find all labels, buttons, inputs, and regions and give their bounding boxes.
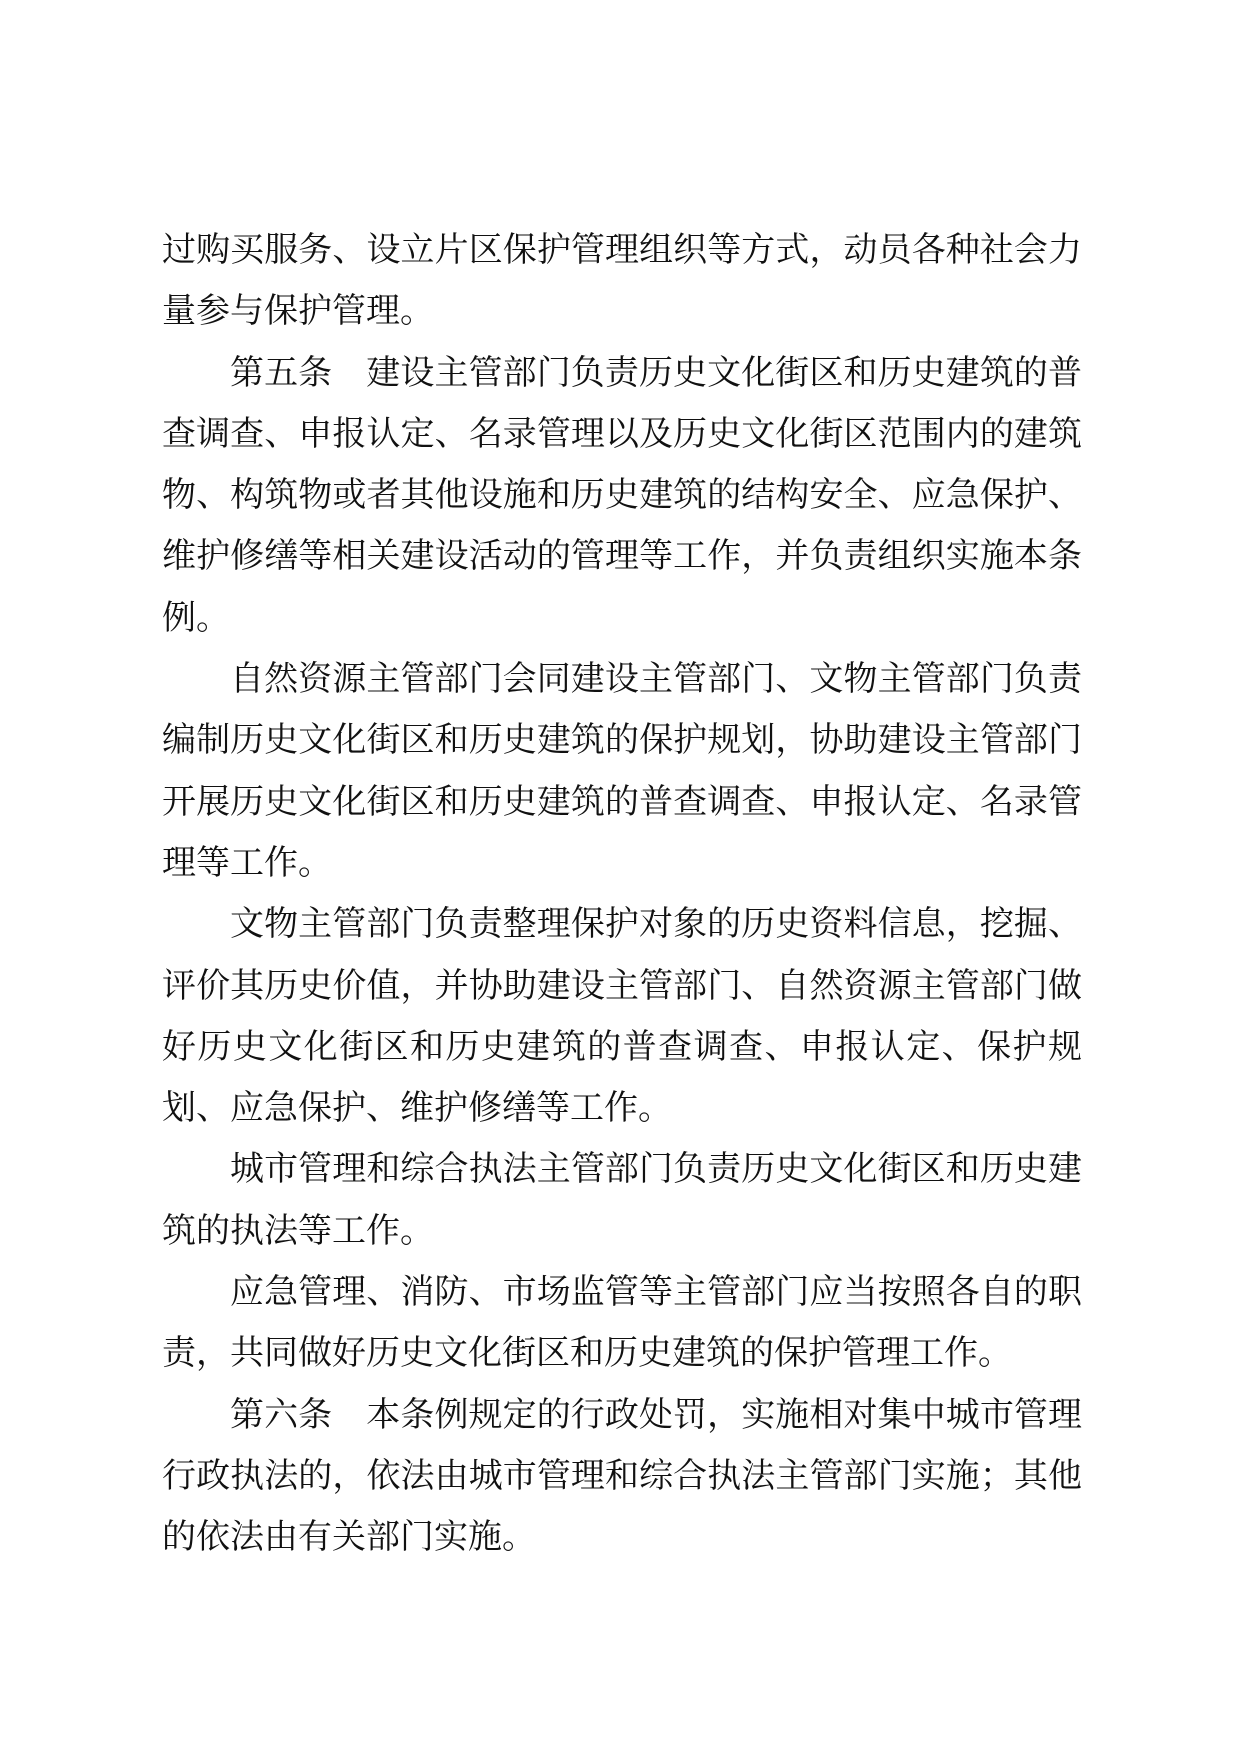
document-body: [162, 220, 1082, 1569]
paragraph-natural-resources: [162, 649, 1082, 894]
paragraph-text: 自然资源主管部门会同建设主管部门、文物主管部门负责编制历史文化街区和历史建筑的保护规划，协助建设主管部门开展历史文化街区和历史建筑的普查调查、申报认定、名录管理等工作。: [162, 659, 1082, 883]
paragraph-text: 过购买服务、设立片区保护管理组织等方式，动员各种社会力量参与保护管理。: [162, 230, 1082, 332]
paragraph-text: 城市管理和综合执法主管部门负责历史文化街区和历史建筑的执法等工作。: [162, 1149, 1082, 1251]
paragraph-text: 建设主管部门负责历史文化街区和历史建筑的普查调查、申报认定、名录管理以及历史文化街区范围内的建筑物、构筑物或者其他设施和历史建筑的结构安全、应急保护、维护修缮等相关建设活动的管理等工作，并负责组织实施本条例。: [162, 352, 1083, 638]
article-heading: 第六条: [230, 1394, 333, 1435]
paragraph-emergency: [162, 1262, 1082, 1385]
paragraph-text: 本条例规定的行政处罚，实施相对集中城市管理行政执法的，依法由城市管理和综合执法主管部门实施；其他的依法由有关部门实施。: [162, 1394, 1083, 1558]
paragraph-cultural-relics: [162, 894, 1082, 1139]
paragraph-continuation: [162, 220, 1082, 343]
paragraph-article-6: [162, 1385, 1082, 1569]
article-heading: 第五条: [230, 352, 333, 393]
paragraph-article-5: [162, 343, 1082, 649]
paragraph-text: 应急管理、消防、市场监管等主管部门应当按照各自的职责，共同做好历史文化街区和历史建筑的保护管理工作。: [162, 1272, 1082, 1374]
paragraph-urban-management: [162, 1139, 1082, 1262]
paragraph-text: 文物主管部门负责整理保护对象的历史资料信息，挖掘、评价其历史价值，并协助建设主管部门、自然资源主管部门做好历史文化街区和历史建筑的普查调查、申报认定、保护规划、应急保护、维护修缮等工作。: [162, 904, 1082, 1129]
